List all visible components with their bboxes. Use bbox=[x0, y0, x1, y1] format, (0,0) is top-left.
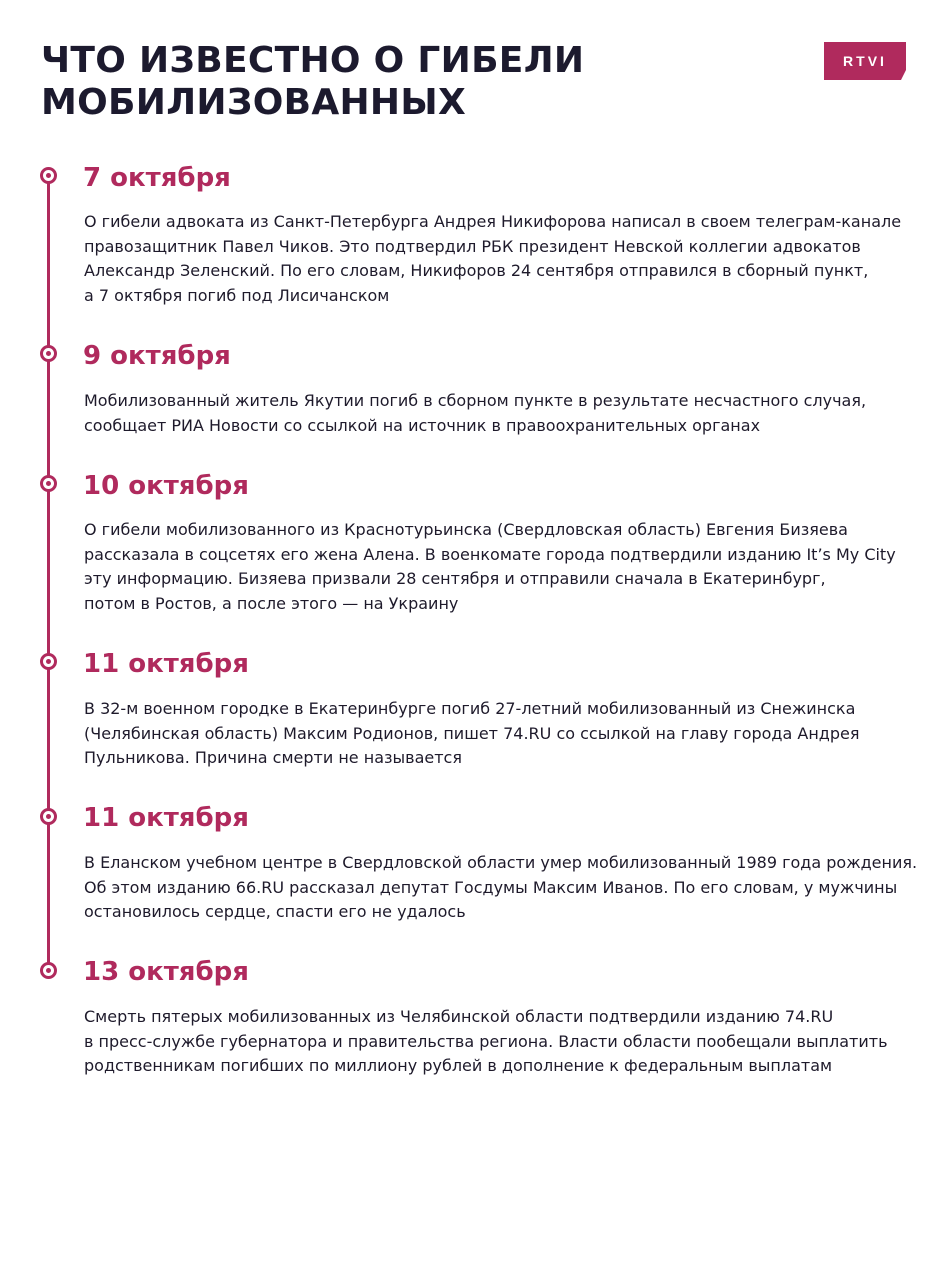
title-line: ЧТО ИЗВЕСТНО О ГИБЕЛИ bbox=[41, 40, 585, 81]
entry-date: 11 октября bbox=[83, 649, 249, 679]
timeline-dot-icon bbox=[40, 808, 57, 825]
entry-text-line: в пресс-службе губернатора и правительства региона. Власти области пообещали выплатить bbox=[84, 1031, 888, 1051]
entry-date: 9 октября bbox=[83, 341, 231, 371]
timeline-dot-icon bbox=[40, 475, 57, 492]
entry-text-line: Мобилизованный житель Якутии погиб в сборном пункте в результате несчастного случая, bbox=[84, 391, 867, 410]
timeline-dot-icon bbox=[40, 345, 57, 362]
entry-text bbox=[84, 210, 914, 308]
entry-text-line: Об этом изданию 66.RU рассказал депутат Госдумы Максим Иванов. По его словам, у мужчины bbox=[84, 877, 898, 897]
entry-text-line: В 32-м военном городке в Екатеринбурге погиб 27-летний мобилизованный из Снежинска bbox=[84, 699, 856, 718]
timeline-line bbox=[47, 175, 50, 971]
logo-text: RTVI bbox=[843, 53, 887, 69]
timeline-dot-icon bbox=[40, 653, 57, 670]
entry-text-line: потом в Ростов, а после этого — на Украину bbox=[84, 593, 459, 613]
entry-date: 7 октября bbox=[83, 163, 231, 193]
entry-text-line: Пульникова. Причина смерти не называется bbox=[84, 748, 462, 767]
page-title bbox=[41, 40, 741, 124]
entry-text-line: (Челябинская область) Максим Родионов, пишет 74.RU со ссылкой на главу города Андрея bbox=[84, 723, 860, 743]
entry-text-line: О гибели адвоката из Санкт-Петербурга Андрея Никифорова написал в своем телеграм-канале bbox=[84, 212, 902, 231]
timeline-dot-icon bbox=[40, 962, 57, 979]
entry-text-line: остановилось сердце, спасти его не удалось bbox=[84, 902, 466, 921]
entry-text-line: рассказала в соцсетях его жена Алена. В военкомате города подтвердили изданию It’s My City bbox=[84, 544, 896, 564]
entry-date: 13 октября bbox=[83, 957, 249, 987]
rtvi-logo bbox=[824, 42, 906, 80]
entry-text-line: В Еланском учебном центре в Свердловской области умер мобилизованный 1989 года рождения. bbox=[84, 853, 918, 872]
entry-text bbox=[84, 1005, 914, 1079]
entry-text-line: сообщает РИА Новости со ссылкой на источник в правоохранительных органах bbox=[84, 415, 761, 435]
entry-text-line: Александр Зеленский. По его словам, Никифоров 24 сентября отправился в сборный пункт, bbox=[84, 261, 869, 280]
timeline-dot-icon bbox=[40, 167, 57, 184]
entry-date: 10 октября bbox=[83, 471, 249, 501]
entry-text-line: родственникам погибших по миллиону рублей в дополнение к федеральным выплатам bbox=[84, 1056, 833, 1075]
entry-text-line: правозащитник Павел Чиков. Это подтвердил РБК президент Невской коллегии адвокатов bbox=[84, 236, 861, 256]
entry-text-line: Смерть пятерых мобилизованных из Челябинской области подтвердили изданию 74.RU bbox=[84, 1007, 834, 1026]
entry-text bbox=[84, 389, 914, 438]
entry-text bbox=[84, 851, 918, 925]
entry-text bbox=[84, 697, 914, 771]
title-line: МОБИЛИЗОВАННЫХ bbox=[41, 82, 467, 123]
entry-text bbox=[84, 518, 914, 616]
entry-text-line: эту информацию. Бизяева призвали 28 сентября и отправили сначала в Екатеринбург, bbox=[84, 569, 826, 588]
entry-date: 11 октября bbox=[83, 803, 249, 833]
entry-text-line: а 7 октября погиб под Лисичанском bbox=[84, 285, 390, 305]
entry-text-line: О гибели мобилизованного из Краснотурьинска (Свердловская область) Евгения Бизяева bbox=[84, 520, 848, 539]
